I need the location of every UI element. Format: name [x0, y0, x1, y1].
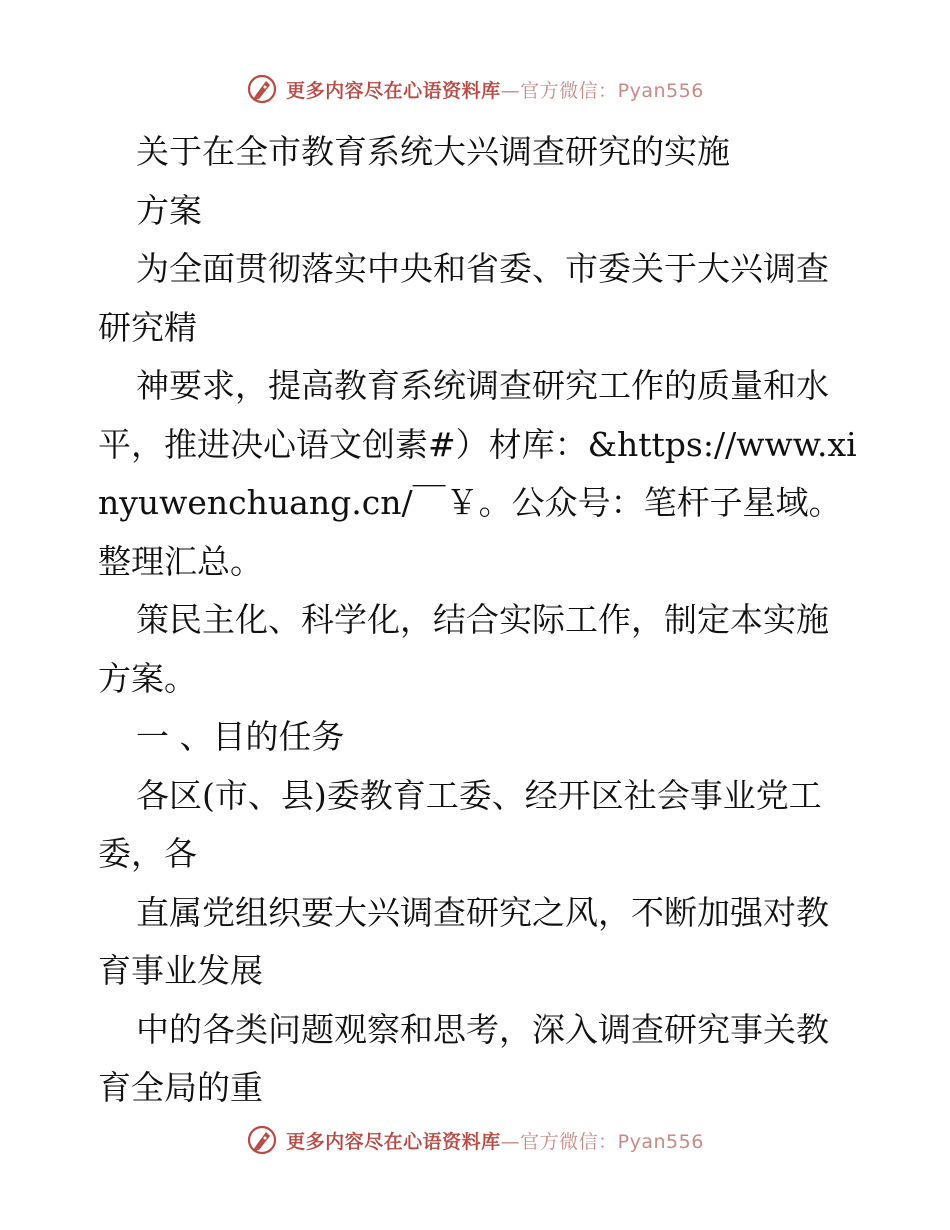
paragraph-section-3: 中的各类问题观察和思考，深入调查研究事关教育全局的重: [98, 1009, 829, 1107]
watermark-main-text: 更多内容尽在心语资料库: [286, 1130, 501, 1153]
title-line-2: 方案: [136, 190, 202, 230]
document-body: [98, 123, 858, 1118]
paragraph-intro-2: 神要求，提高教育系统调查研究工作的质量和水平，推进决心语文创素#）材库：&https://www.xinyuwenchuang.cn/￣￥。公众号：笔杆子星域。整理汇总。: [98, 366, 857, 581]
watermark-tail-text: 官方微信：Pyan556: [520, 79, 704, 102]
paragraph-intro-3: 策民主化、科学化，结合实际工作，制定本实施方案。: [98, 600, 829, 698]
header-watermark: [0, 69, 950, 109]
pen-nib-logo-icon: [246, 1124, 278, 1156]
section-heading-1: 一 、目的任务: [136, 717, 345, 756]
watermark-text: [286, 1127, 704, 1154]
watermark-separator: —: [500, 79, 521, 102]
pen-nib-logo-icon: [246, 73, 278, 105]
paragraph-intro-1: 为全面贯彻落实中央和省委、市委关于大兴调查研究精: [98, 249, 829, 347]
paragraph-section-2: 直属党组织要大兴调查研究之风，不断加强对教育事业发展: [98, 892, 829, 990]
watermark-tail-text: 官方微信：Pyan556: [520, 1130, 704, 1153]
paragraph-section-1: 各区(市、县)委教育工委、经开区社会事业党工委，各: [98, 775, 822, 873]
title-line-1: 关于在全市教育系统大兴调查研究的实施: [136, 132, 730, 171]
watermark-text: [286, 76, 704, 103]
watermark-separator: —: [500, 1130, 521, 1153]
watermark-main-text: 更多内容尽在心语资料库: [286, 79, 501, 102]
footer-watermark: [0, 1120, 950, 1160]
